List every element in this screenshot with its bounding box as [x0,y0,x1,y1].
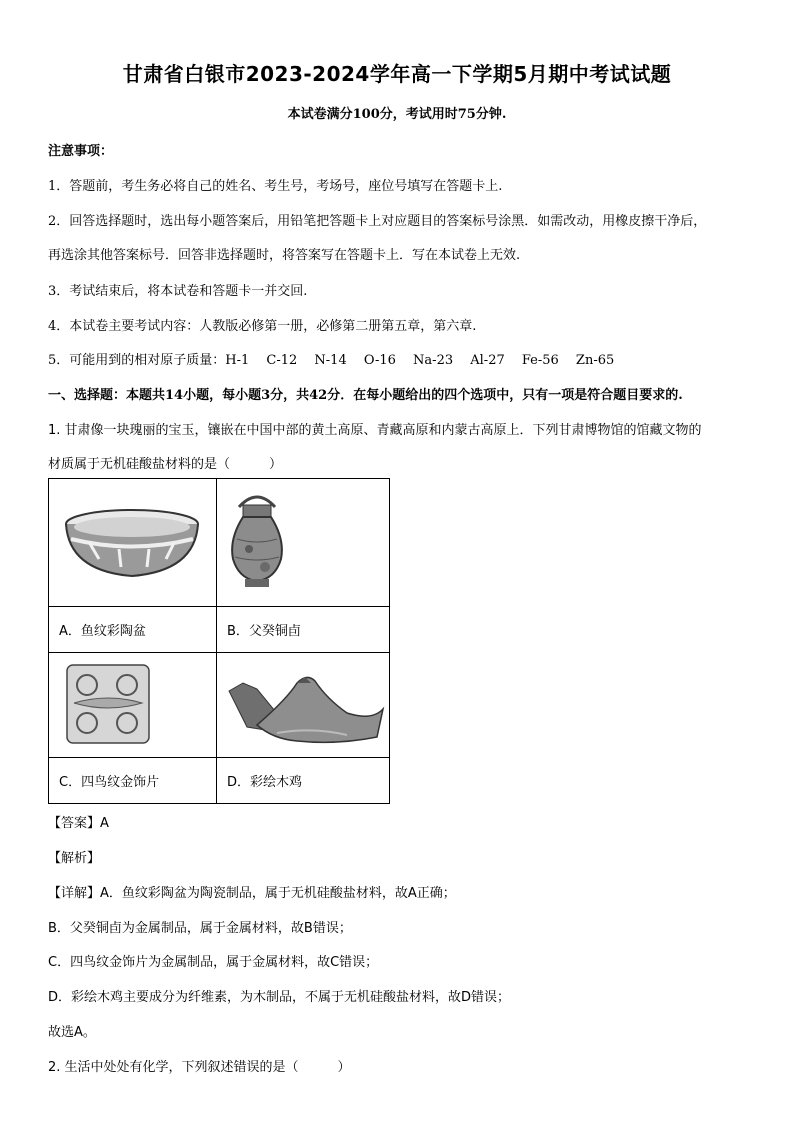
bronze-vessel-image [217,479,389,606]
option-b-label: B．父癸铜卣 [217,607,390,653]
page-title: 甘肃省白银市2023-2024学年高一下学期5月期中考试试题 [122,62,672,86]
answer: 【答案】A [48,816,109,831]
question-1-stem: 材质属于无机硅酸盐材料的是（ ） [48,457,283,472]
option-d-image [217,653,390,758]
exam-info: 本试卷满分100分，考试用时75分钟. [287,107,507,122]
question-2-stem: 2. 生活中处处有化学，下列叙述错误的是（ ） [48,1060,351,1075]
option-a-image [49,479,217,607]
analysis-line: C．四鸟纹金饰片为金属制品，属于金属材料，故C错误； [48,955,379,970]
option-b-image [217,479,390,607]
gold-ornament-image [49,653,216,757]
section-heading: 一、选择题：本题共14小题，每小题3分，共42分．在每小题给出的四个选项中，只有一项是符合题目要求的. [48,388,683,403]
options-table [48,478,390,804]
analysis-line: 【详解】A．鱼纹彩陶盆为陶瓷制品，属于无机硅酸盐材料，故A正确； [48,886,456,901]
analysis-line: B．父癸铜卣为金属制品，属于金属材料，故B错误； [48,921,352,936]
notice-item: 3．考试结束后，将本试卷和答题卡一并交回. [48,284,308,299]
question-1-stem: 1. 甘肃像一块瑰丽的宝玉，镶嵌在中国中部的黄土高原、青藏高原和内蒙古高原上．下列甘肃博物馆的馆藏文物的 [48,423,702,438]
notice-item: 4．本试卷主要考试内容：人教版必修第一册，必修第二册第五章，第六章. [48,319,477,334]
analysis-line: D．彩绘木鸡主要成分为纤维素，为木制品，不属于无机硅酸盐材料，故D错误； [48,990,511,1005]
option-d-label: D．彩绘木鸡 [217,758,390,804]
notice-item: 再选涂其他答案标号．回答非选择题时，将答案写在答题卡上．写在本试卷上无效. [48,248,521,263]
notice-heading: 注意事项： [48,144,114,159]
wooden-chicken-image [217,653,389,757]
option-c-label: C．四鸟纹金饰片 [49,758,217,804]
notice-item: 5．可能用到的相对原子质量：H-1 C-12 N-14 O-16 Na-23 Al-27 Fe-56 Zn-65 [48,353,615,368]
option-c-image [49,653,217,758]
pottery-basin-image [49,479,216,606]
analysis-line: 故选A。 [48,1025,96,1040]
notice-item: 2．回答选择题时，选出每小题答案后，用铅笔把答题卡上对应题目的答案标号涂黑．如需改动，用橡皮擦干净后， [48,214,707,229]
option-a-label: A．鱼纹彩陶盆 [49,607,217,653]
analysis-heading: 【解析】 [48,851,101,866]
notice-item: 1．答题前，考生务必将自己的姓名、考生号，考场号，座位号填写在答题卡上. [48,179,503,194]
